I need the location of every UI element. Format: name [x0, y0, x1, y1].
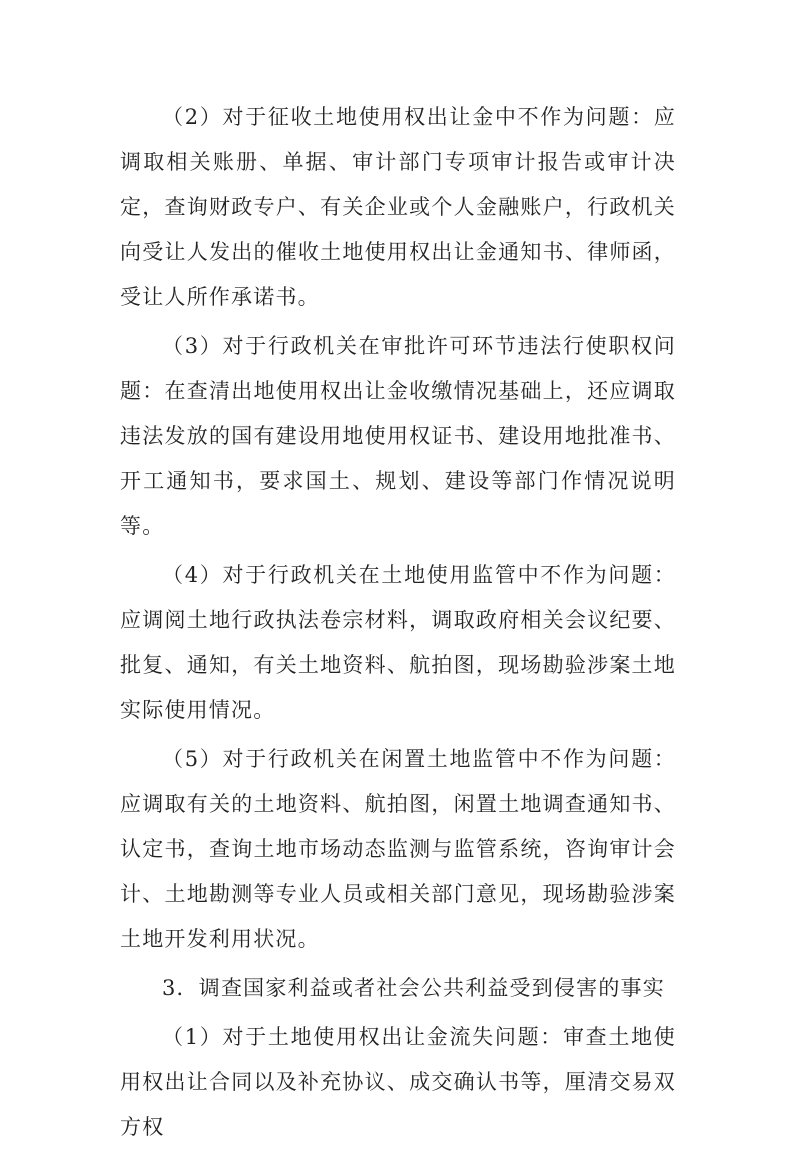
paragraph-item-2: （2）对于征收土地使用权出让金中不作为问题：应调取相关账册、单据、审计部门专项审计报告或审计决定，查询财政专户、有关企业或个人金融账户，行政机关向受让人发出的催收土地使用权出让金通知书、律师函，受让人所作承诺书。: [120, 105, 676, 309]
paragraph-item-1: （1）对于土地使用权出让金流失问题：审查土地使用权出让合同以及补充协议、成交确认书等，厘清交易双方权: [120, 1025, 676, 1139]
document-body: [120, 95, 676, 1154]
paragraph-item-4: （4）对于行政机关在土地使用监管中不作为问题：应调阅土地行政执法卷宗材料，调取政府相关会议纪要、批复、通知，有关土地资料、航拍图，现场勘验涉案土地实际使用情况。: [120, 563, 676, 722]
paragraph-item-3: （3）对于行政机关在审批许可环节违法行使职权问题：在查清出地使用权出让金收缴情况基础上，还应调取违法发放的国有建设用地使用权证书、建设用地批准书、开工通知书，要求国土、规划、建设等部门作情况说明等。: [120, 334, 676, 538]
section-heading-3: 3．调查国家利益或者社会公共利益受到侵害的事实: [162, 976, 665, 1000]
paragraph-item-5: （5）对于行政机关在闲置土地监管中不作为问题：应调取有关的土地资料、航拍图，闲置土地调查通知书、认定书，查询土地市场动态监测与监管系统，咨询审计会计、土地勘测等专业人员或相关部门意见，现场勘验涉案土地开发利用状况。: [120, 747, 676, 951]
